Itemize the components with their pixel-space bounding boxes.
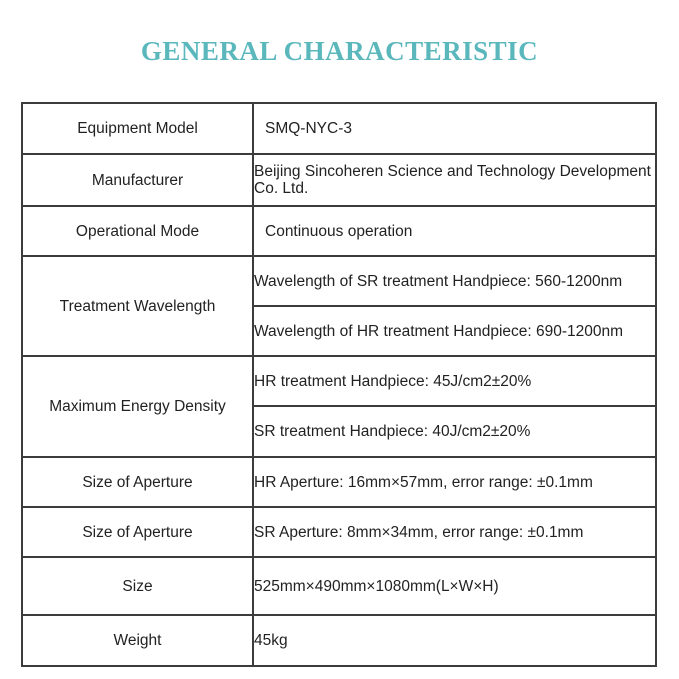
row-label-size: Size [22, 557, 253, 615]
table-row [22, 557, 656, 615]
row-value-hr-energy-density: HR treatment Handpiece: 45J/cm2±20% [253, 356, 656, 406]
row-label-max-energy-density: Maximum Energy Density [22, 356, 253, 457]
row-label-treatment-wavelength: Treatment Wavelength [22, 256, 253, 356]
table-row [22, 103, 656, 154]
row-value-sr-wavelength: Wavelength of SR treatment Handpiece: 560-1200nm [253, 256, 656, 306]
row-label-manufacturer: Manufacturer [22, 154, 253, 206]
table-row [22, 615, 656, 666]
row-value-hr-wavelength: Wavelength of HR treatment Handpiece: 690-1200nm [253, 306, 656, 356]
row-value-hr-aperture: HR Aperture: 16mm×57mm, error range: ±0.1mm [253, 457, 656, 507]
row-label-operational-mode: Operational Mode [22, 206, 253, 256]
row-label-weight: Weight [22, 615, 253, 666]
row-label-sr-aperture: Size of Aperture [22, 507, 253, 557]
row-value-weight: 45kg [253, 615, 656, 666]
row-value-operational-mode: Continuous operation [253, 206, 656, 256]
table-row [22, 256, 656, 306]
row-value-sr-aperture: SR Aperture: 8mm×34mm, error range: ±0.1mm [253, 507, 656, 557]
row-label-hr-aperture: Size of Aperture [22, 457, 253, 507]
row-label-equipment-model: Equipment Model [22, 103, 253, 154]
table-row [22, 356, 656, 406]
row-value-size: 525mm×490mm×1080mm(L×W×H) [253, 557, 656, 615]
table-row [22, 507, 656, 557]
row-value-equipment-model: SMQ-NYC-3 [253, 103, 656, 154]
row-value-manufacturer: Beijing Sincoheren Science and Technology Development Co. Ltd. [253, 154, 656, 206]
table-row [22, 154, 656, 206]
row-value-sr-energy-density: SR treatment Handpiece: 40J/cm2±20% [253, 406, 656, 457]
page-title: GENERAL CHARACTERISTIC [140, 36, 539, 66]
table-row [22, 206, 656, 256]
specification-table [21, 102, 657, 667]
table-row [22, 457, 656, 507]
